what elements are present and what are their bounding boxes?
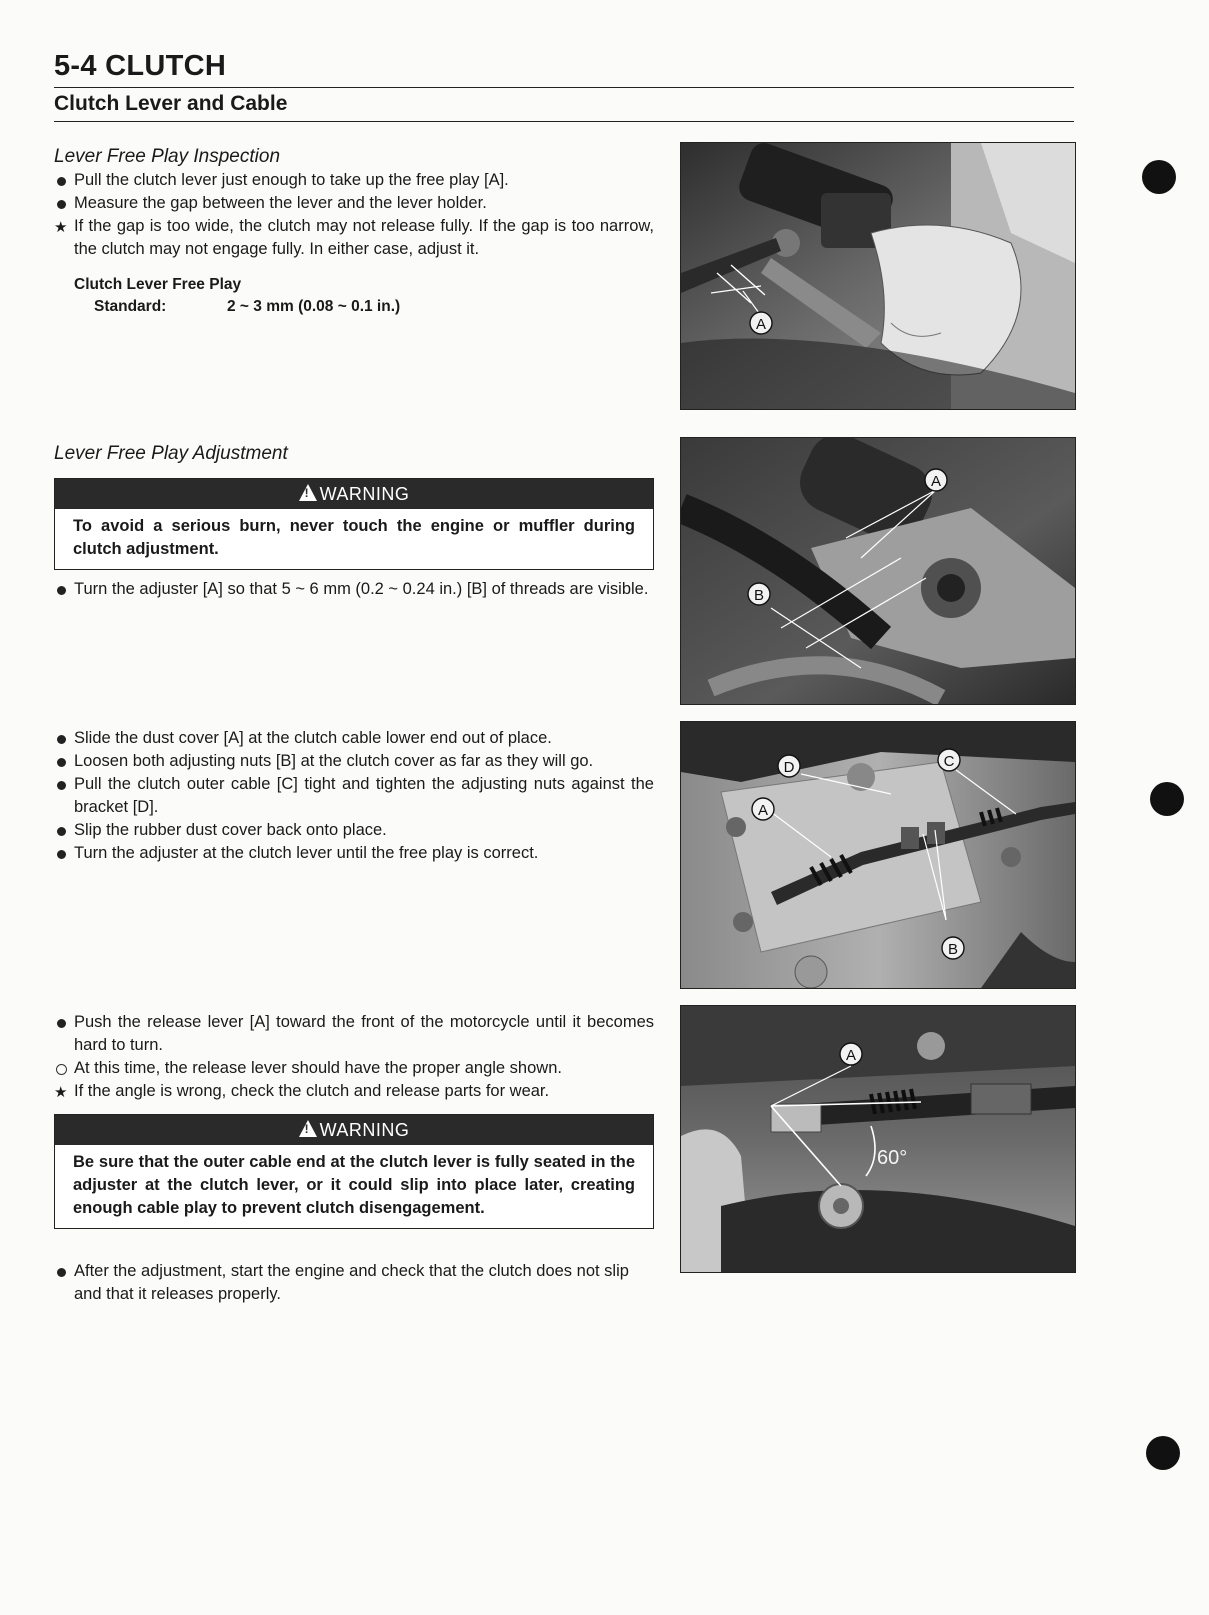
warning-text: Be sure that the outer cable end at the clutch lever is fully seated in the adjuster at the clutch lever, or it could slip into place later, creating enough cable play to prevent clutch disengagement. bbox=[73, 1153, 635, 1217]
section-heading-inspection: Lever Free Play Inspection bbox=[54, 146, 281, 167]
list-item: Loosen both adjusting nuts [B] at the clutch cover as far as they will go. bbox=[74, 752, 594, 770]
subtitle-rule bbox=[54, 121, 1074, 122]
list-item: Turn the adjuster [A] so that 5 ~ 6 mm (0.2 ~ 0.24 in.) [B] of threads are visible. bbox=[74, 580, 649, 598]
figure-label: A bbox=[845, 1047, 857, 1064]
list-item: After the adjustment, start the engine and check that the clutch does not slip and that it releases properly. bbox=[74, 1262, 629, 1303]
figure-label: C bbox=[943, 753, 955, 770]
list-item: ★ If the angle is wrong, check the clutch and release parts for wear. bbox=[54, 1080, 654, 1103]
warning-header: !WARNING bbox=[55, 1115, 653, 1145]
figure-label: A bbox=[755, 316, 767, 333]
list-item: Pull the clutch outer cable [C] tight and tighten the adjusting nuts against the bracket [D]. bbox=[74, 775, 654, 816]
figure-label: B bbox=[753, 587, 765, 604]
list-item: Turn the adjuster at the clutch lever until the free play is correct. bbox=[74, 844, 539, 862]
list-item: Slip the rubber dust cover back onto place. bbox=[74, 821, 387, 839]
spec-label: Standard: bbox=[94, 298, 167, 315]
inspection-list bbox=[54, 169, 654, 261]
figure-label: B bbox=[947, 941, 959, 958]
release-lever-list bbox=[54, 1011, 654, 1103]
spec-value: 2 ~ 3 mm (0.08 ~ 0.1 in.) bbox=[227, 298, 401, 315]
binder-hole bbox=[1146, 1436, 1180, 1470]
spec-title: Clutch Lever Free Play bbox=[74, 276, 242, 293]
warning-box bbox=[54, 1114, 654, 1229]
photo-adjuster bbox=[680, 437, 1076, 705]
photo-cable-lower-end bbox=[680, 721, 1076, 989]
section-heading-adjustment: Lever Free Play Adjustment bbox=[54, 443, 288, 464]
star-icon: ★ bbox=[54, 219, 68, 236]
star-icon: ★ bbox=[54, 1084, 68, 1101]
angle-label: 60° bbox=[877, 1147, 908, 1169]
section-title: Clutch Lever and Cable bbox=[54, 92, 288, 115]
figure-label: A bbox=[757, 802, 769, 819]
cable-adjust-list bbox=[54, 727, 654, 865]
warning-text: To avoid a serious burn, never touch the engine or muffler during clutch adjustment. bbox=[73, 517, 635, 558]
binder-hole bbox=[1150, 782, 1184, 816]
list-item: Measure the gap between the lever and the lever holder. bbox=[74, 194, 487, 212]
title-rule bbox=[54, 87, 1074, 88]
warning-header: !WARNING bbox=[55, 479, 653, 509]
photo-release-lever-angle bbox=[680, 1005, 1076, 1273]
after-adjust-list bbox=[54, 1260, 654, 1306]
binder-hole bbox=[1142, 160, 1176, 194]
list-item: Push the release lever [A] toward the front of the motorcycle until it becomes hard to turn. bbox=[74, 1013, 654, 1054]
warning-triangle-icon bbox=[299, 484, 317, 501]
list-item: Pull the clutch lever just enough to take up the free play [A]. bbox=[74, 171, 509, 189]
warning-box bbox=[54, 478, 654, 570]
page-title: 5-4 CLUTCH bbox=[54, 50, 227, 82]
adjustment-list bbox=[54, 578, 654, 601]
figure-label: D bbox=[783, 759, 795, 776]
list-item: ★ If the gap is too wide, the clutch may not release fully. If the gap is too narrow, the clutch may not engage fully. In either case, adjust it. bbox=[54, 217, 654, 258]
warning-triangle-icon bbox=[299, 1120, 317, 1137]
figure-label: A bbox=[930, 473, 942, 490]
photo-lever-free-play bbox=[680, 142, 1076, 410]
list-item: At this time, the release lever should have the proper angle shown. bbox=[74, 1059, 562, 1077]
list-item: Slide the dust cover [A] at the clutch cable lower end out of place. bbox=[74, 729, 552, 747]
